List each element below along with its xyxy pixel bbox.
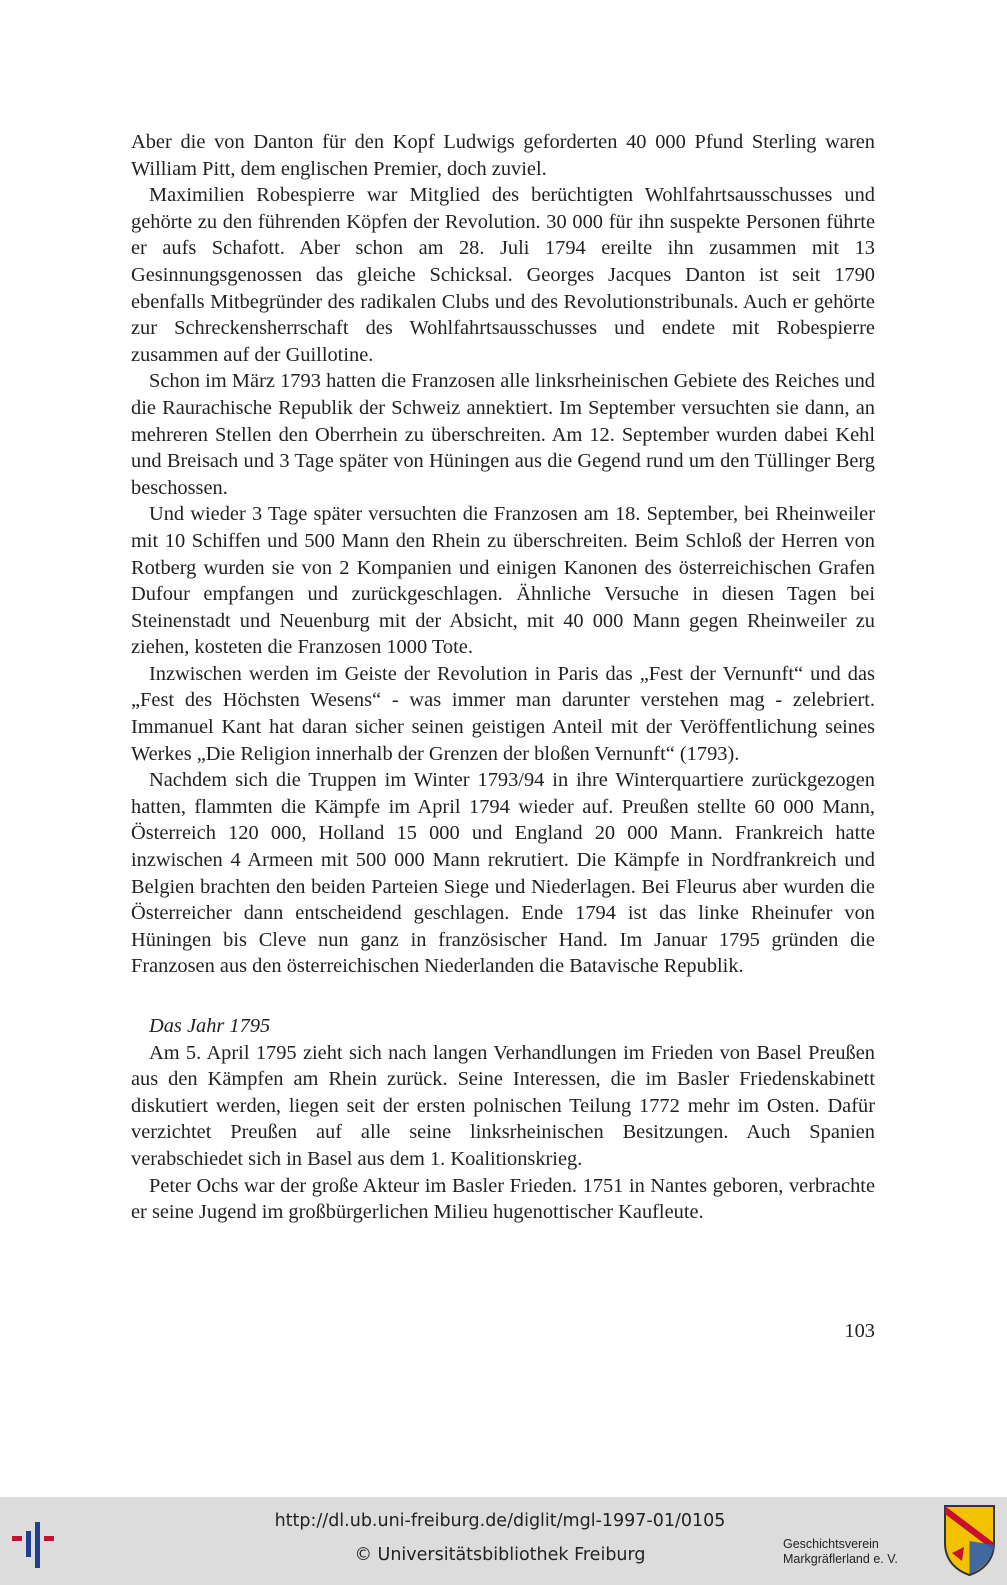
ub-freiburg-logo-icon bbox=[10, 1514, 65, 1572]
body-paragraph: Und wieder 3 Tage später versuchten die Franzosen am 18. September, bei Rheinweiler mit 10 Schiffen und 500 Mann den Rhein zu überschreiten. Beim Schloß der Herren von Rotberg wurden sie von 2 Kompanien und einigen Kanonen des österreichischen Grafen Dufour empfangen und zurückgeschlagen. Ähnliche Versuche in diesen Tagen bei Steinenstadt und Neuenburg mit der Absicht, mit 40 000 Mann gegen Rheinweiler zu ziehen, kosteten die Franzosen 1000 Tote. bbox=[131, 503, 875, 659]
body-paragraph: Schon im März 1793 hatten die Franzosen alle linksrheinischen Gebiete des Reiches und die Raurachische Republik der Schweiz annektiert. Im September versuchten sie dann, an mehreren Stellen den Oberrhein zu überschreiten. Am 12. September wurden dabei Kehl und Breisach und 3 Tage später von Hüningen aus die Gegend rund um den Tüllinger Berg beschossen. bbox=[131, 370, 875, 499]
body-paragraph: Aber die von Danton für den Kopf Ludwigs geforderten 40 000 Pfund Sterling waren William Pitt, dem englischen Premier, doch zuviel. bbox=[131, 131, 875, 180]
body-paragraph: Nachdem sich die Truppen im Winter 1793/94 in ihre Winterquartiere zurückgezogen hatten, flammten die Kämpfe im April 1794 wieder auf. Preußen stellte 60 000 Mann, Österreich 120 000, Holland 15 000 und England 20 000 Mann. Frankreich hatte inzwischen 4 Armeen mit 500 000 Mann rekrutiert. Die Kämpfe in Nordfrankreich und Belgien brachten den beiden Parteien Siege und Niederlagen. Bei Fleurus aber wurden die Österreicher dann entscheidend geschlagen. Ende 1794 ist das linke Rheinufer von Hüningen bis Cleve nun ganz in französischer Hand. Im Januar 1795 gründen die Franzosen aus den österreichischen Niederlanden die Batavische Republik. bbox=[131, 769, 875, 978]
body-paragraph: Am 5. April 1795 zieht sich nach langen Verhandlungen im Frieden von Basel Preußen aus den Kämpfen am Rhein zurück. Seine Interessen, die im Basler Friedenskabinett diskutiert werden, liegen seit der ersten polnischen Teilung 1772 mehr im Osten. Dafür verzichtet Preußen auf alle seine linksrheinischen Besitzungen. Auch Spanien verabschiedet sich in Basel aus dem 1. Koalitionskrieg. bbox=[131, 1041, 875, 1170]
page-number: 103 bbox=[844, 1320, 875, 1342]
digital-library-url-link[interactable]: http://dl.ub.uni-freiburg.de/diglit/mgl-1997-01/0105 bbox=[274, 1511, 726, 1531]
copyright-text: © Universitätsbibliothek Freiburg bbox=[354, 1545, 646, 1565]
body-paragraph: Maximilien Robespierre war Mitglied des berüchtigten Wohlfahrtsausschusses und gehörte zu den führenden Köpfen der Revolution. 30 000 für ihn suspekte Personen führte er aufs Schafott. Aber schon am 28. Juli 1794 ereilte ihn zusammen mit 13 Gesinnungsgenossen das gleiche Schicksal. Georges Jacques Danton ist seit 1790 ebenfalls Mitbegründer des radikalen Clubs und des Revolutionstribunals. Auch er gehörte zur Schreckensherrschaft des Wohlfahrtsausschusses und endete mit Robespierre zusammen auf der Guillotine. bbox=[131, 184, 875, 366]
section-heading: Das Jahr 1795 bbox=[149, 1015, 271, 1037]
footer-bar bbox=[0, 1497, 1007, 1585]
page-body bbox=[131, 129, 875, 1226]
society-name-line: Geschichtsverein bbox=[783, 1537, 879, 1551]
body-paragraph: Peter Ochs war der große Akteur im Basler Frieden. 1751 in Nantes geboren, verbrachte er seine Jugend im großbürgerlichen Milieu hugenottischer Kaufleute. bbox=[131, 1174, 875, 1224]
coat-of-arms-icon bbox=[942, 1503, 997, 1577]
body-paragraph: Inzwischen werden im Geiste der Revolution in Paris das „Fest der Vernunft“ und das „Fest des Höchsten Wesens“ - was immer man darunter verstehen mag - zelebriert. Immanuel Kant hat daran sicher seinen geistigen Anteil mit der Veröffentlichung seines Werkes „Die Religion innerhalb der Grenzen der bloßen Vernunft“ (1793). bbox=[131, 662, 875, 765]
society-name-line: Markgräflerland e. V. bbox=[783, 1552, 898, 1566]
society-name bbox=[783, 1537, 931, 1567]
